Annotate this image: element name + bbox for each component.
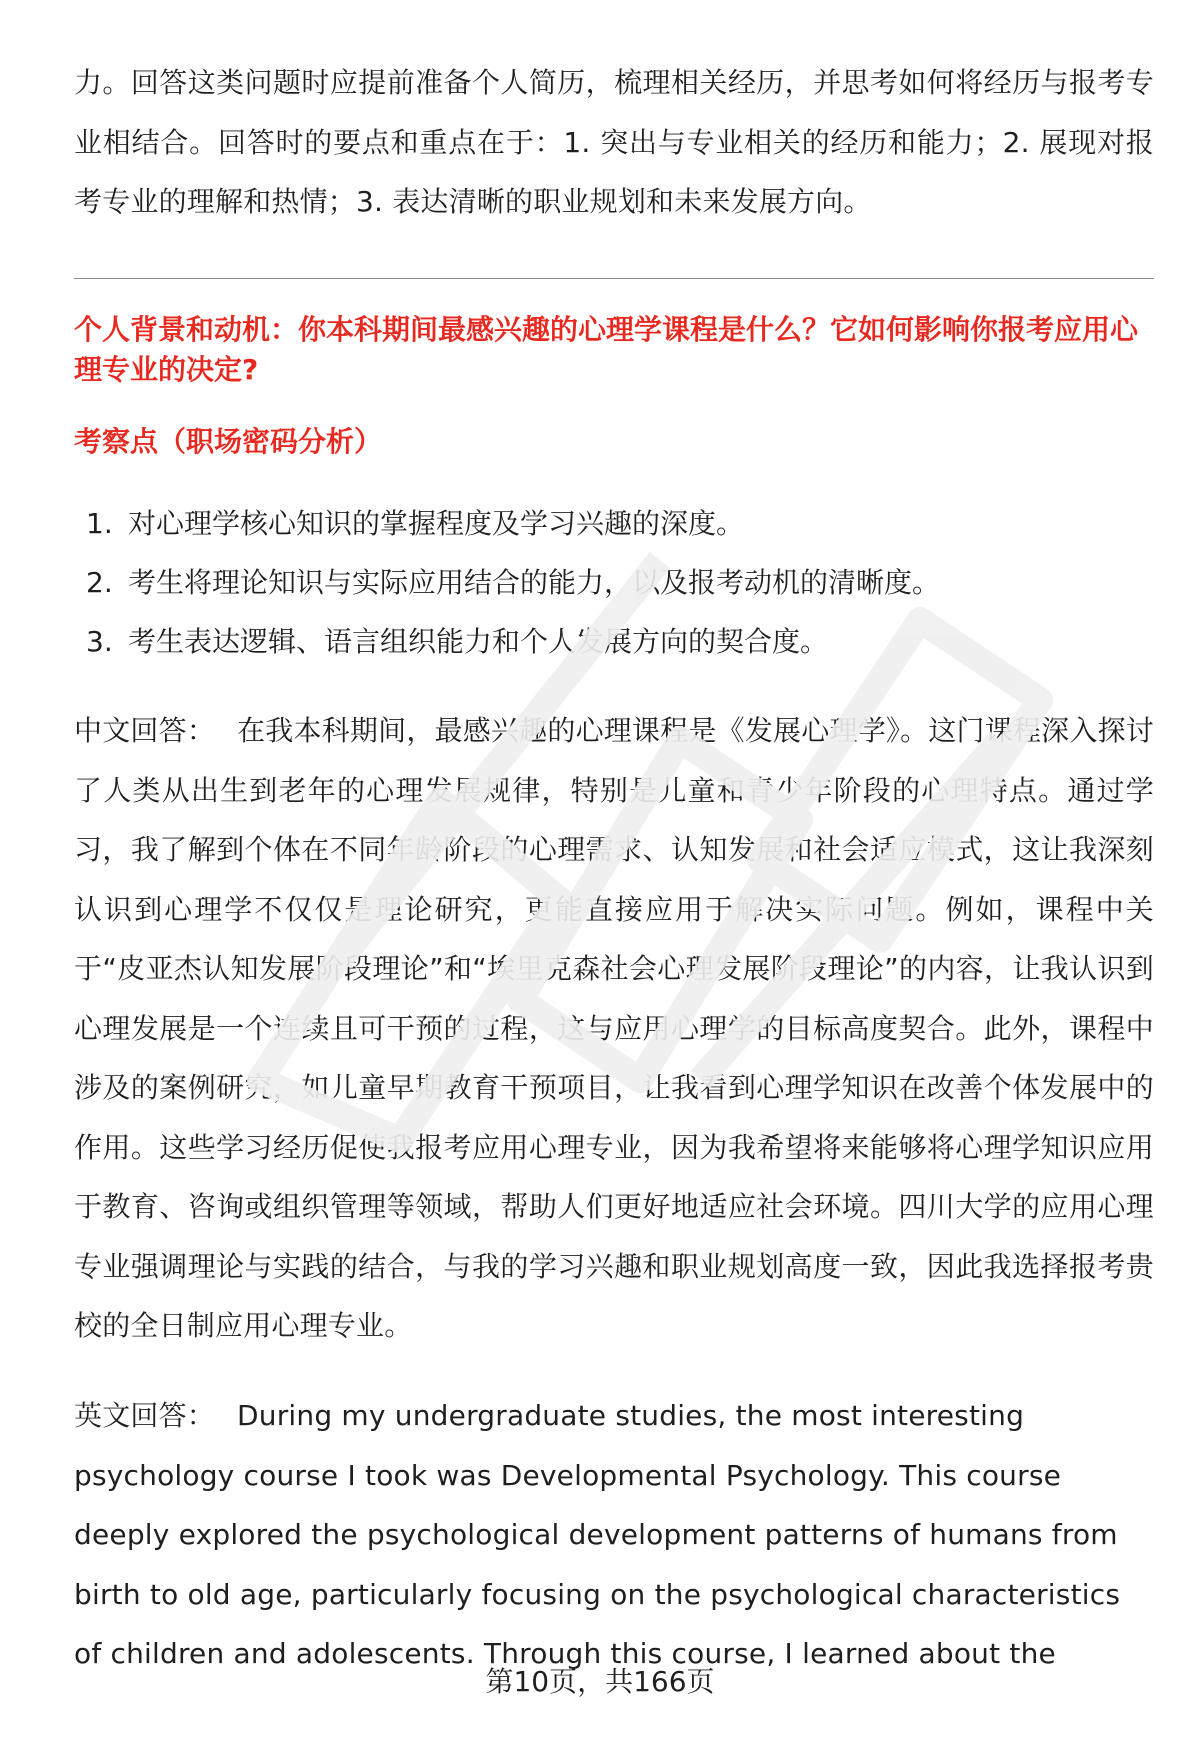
assessment-item-number: 1. — [86, 507, 113, 540]
assessment-list — [74, 494, 1154, 671]
chinese-answer-paragraph — [74, 701, 1154, 1356]
english-answer-label: 英文回答： — [74, 1399, 216, 1432]
intro-paragraph: 力。回答这类问题时应提前准备个人简历，梳理相关经历，并思考如何将经历与报考专业相结合。回答时的要点和重点在于：1. 突出与专业相关的经历和能力；2. 展现对报考专业的理解和热情；3. 表达清晰的职业规划和未来发展方向。 — [74, 66, 1154, 218]
english-answer-text: During my undergraduate studies, the most interesting psychology course I took was Developmental Psychology. This course deeply explored the psychological development patterns of humans from birth to old age, particularly focusing on the psychological characteristics of children and adolescents. Through this course, I learned about the — [74, 1399, 1121, 1670]
assessment-item-text: 对心理学核心知识的掌握程度及学习兴趣的深度。 — [128, 507, 745, 540]
chinese-answer-label: 中文回答： — [74, 714, 216, 747]
page-number-footer: 第10页，共166页 — [485, 1665, 715, 1698]
assessment-item-text: 考生将理论知识与实际应用结合的能力，以及报考动机的清晰度。 — [128, 566, 941, 599]
assessment-item-1 — [74, 494, 1154, 553]
question-heading: 个人背景和动机：你本科期间最感兴趣的心理学课程是什么？它如何影响你报考应用心理专业的决定? — [74, 313, 1139, 386]
assessment-item-3 — [74, 612, 1154, 671]
chinese-answer-text: 在我本科期间，最感兴趣的心理课程是《发展心理学》。这门课程深入探讨了人类从出生到老年的心理发展规律，特别是儿童和青少年阶段的心理特点。通过学习，我了解到个体在不同年龄阶段的心理需求、认知发展和社会适应模式，这让我深刻认识到心理学不仅仅是理论研究，更能直接应用于解决实际问题。例如，课程中关于“皮亚杰认知发展阶段理论”和“埃里克森社会心理发展阶段理论”的内容，让我认识到心理发展是一个连续且可干预的过程，这与应用心理学的目标高度契合。此外，课程中涉及的案例研究，如儿童早期教育干预项目，让我看到心理学知识在改善个体发展中的作用。这些学习经历促使我报考应用心理专业，因为我希望将来能够将心理学知识应用于教育、咨询或组织管理等领域，帮助人们更好地适应社会环境。四川大学的应用心理专业强调理论与实践的结合，与我的学习兴趣和职业规划高度一致，因此我选择报考贵校的全日制应用心理专业。 — [74, 714, 1154, 1342]
assessment-item-number: 2. — [86, 566, 113, 599]
assessment-heading: 考察点（职场密码分析） — [74, 425, 383, 458]
assessment-item-number: 3. — [86, 625, 113, 658]
english-answer — [74, 1386, 1154, 1684]
assessment-item-2 — [74, 553, 1154, 612]
section-divider — [74, 278, 1154, 279]
english-answer-paragraph — [74, 1386, 1154, 1684]
assessment-item-text: 考生表达逻辑、语言组织能力和个人发展方向的契合度。 — [128, 625, 829, 658]
chinese-answer — [74, 701, 1154, 1356]
